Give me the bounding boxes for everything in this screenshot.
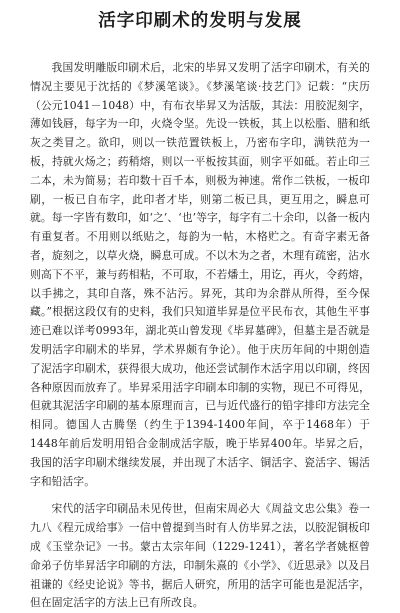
paragraph-gap <box>30 491 370 500</box>
paragraph-2: 宋代的活字印刷品未见传世，但南宋周必大《周益文忠公集》卷一九八《程元成给事》一信中曾提到当时有人仿毕昇之法，以胶泥铜板印成《玉堂杂记》一书。蒙古太宗年间（1229-1241），著名学者姚枢曾命弟子仿毕昇活字印刷的方法，印制朱熹的《小学》、《近思录》以及吕祖谦的《经史论说》等书，据后人研究，所用的活字可能也是泥活字，但在固定活字的方法上已有所改良。 <box>30 502 370 610</box>
paragraph-1: 我国发明雕版印刷术后，北宋的毕昇又发明了活字印刷术，有关的情况主要见于沈括的《梦溪笔谈》。《梦溪笔谈·技艺门》记载：“庆历（公元1041－1048）中，有布衣毕昇又为活版，其法：用胶泥刻字，薄如钱唇，每字为一印，火烧令坚。先设一铁板，其上以松脂、腊和纸灰之类冒之。欲印，则以一铁范置铁板上，乃密布字印，满铁范为一板，持就火炀之；药稍熔，则以一平板按其面，则字平如砥。若止印三二本，未为简易；若印数十百千本，则极为神速。常作二铁板，一板印刷，一板已自布字，此印者才毕，则第二板已具，更互用之，瞬息可就。每一字皆有数印，如‘之’、‘也’等字，每字有二十余印，以备一板内有重复者。不用则以纸贴之，每韵为一帖，木格贮之。有奇字素无备者，旋刻之，以草火烧，瞬息可成。不以木为之者，木理有疏密，沾水则高下不平，兼与药相粘，不可取，不若燔土，用讫，再火，令药熔，以手拂之，其印自落，殊不沾污。昇死，其印为余群从所得，至今保藏。”根据这段仅有的史料，我们只知道毕昇是位平民布衣，其他生平事迹已难以详考0993年，湖北英山曾发现《毕昇墓碑》，但墓主是否就是发明活字印刷术的毕昇，学术界颇有争论）。他于庆历年间的中期创造了泥活字印刷术，获得很大成功，他还尝试制作木活字用以印刷，终因各种原因而放弃了。毕昇采用活字印刷本印制的实物，现已不可得见，但就其泥活字印刷的基本原理而言，已与近代盛行的铅字排印方法完全相同。德国人古腾堡（约生于1394-1400年间，卒于1468年）于1448年前后发明用铅合金制成活字版，晚于毕昇400年。毕昇之后，我国的活字印刷术继续发展，并出现了木活字、铜活字、瓷活字、锡活字和铅活字。 <box>30 61 370 488</box>
document-title: 活字印刷术的发明与发展 <box>98 11 302 31</box>
